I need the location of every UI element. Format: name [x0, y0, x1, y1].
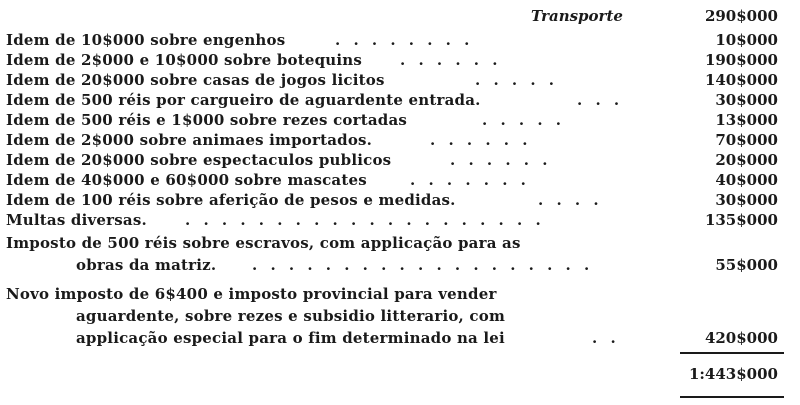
total-value: 1:443$000	[688, 365, 778, 383]
leader-dots: . . . . . .	[430, 131, 532, 149]
novo-text-2: aguardente, sobre rezes e subsidio litterario, com	[76, 307, 506, 325]
transport-label: Transporte	[531, 7, 623, 25]
row-text: Multas diversas.	[6, 211, 147, 229]
row-text: Idem de 500 réis por cargueiro de aguardente entrada.	[6, 91, 481, 109]
row-text: Idem de 2$000 sobre animaes importados.	[6, 131, 373, 149]
row-text: Idem de 10$000 sobre engenhos	[6, 31, 286, 49]
sum-rule	[680, 352, 784, 354]
row-text: Idem de 40$000 e 60$000 sobre mascates	[6, 171, 367, 189]
ledger-row	[0, 50, 800, 70]
leader-dots: . . . . . . .	[410, 171, 530, 189]
ledger-row	[0, 70, 800, 90]
transport-row	[0, 6, 800, 26]
imposto-line-2	[0, 255, 800, 275]
ledger-row	[0, 30, 800, 50]
novo-value: 420$000	[704, 329, 778, 347]
ledger-row	[0, 150, 800, 170]
row-text: Idem de 20$000 sobre espectaculos publicos	[6, 151, 392, 169]
total-row	[0, 364, 800, 384]
row-value: 70$000	[715, 131, 778, 149]
transport-value: 290$000	[704, 7, 778, 25]
row-value: 40$000	[715, 171, 778, 189]
leader-dots: . . . . . . . . . . . . . . . . . . .	[252, 256, 594, 274]
imposto-value: 55$000	[715, 256, 778, 274]
leader-dots: . . . . . . . .	[335, 31, 474, 49]
row-value: 10$000	[715, 31, 778, 49]
leader-dots: . . . . .	[482, 111, 565, 129]
leader-dots: . . .	[577, 91, 624, 109]
leader-dots: . . . . . .	[450, 151, 552, 169]
imposto-line-1	[0, 233, 800, 253]
row-value: 190$000	[704, 51, 778, 69]
ledger-row	[0, 90, 800, 110]
row-value: 140$000	[704, 71, 778, 89]
row-text: Idem de 100 réis sobre aferição de pesos e medidas.	[6, 191, 456, 209]
leader-dots: . . . .	[538, 191, 603, 209]
leader-dots: . . . . .	[475, 71, 558, 89]
leader-dots: . . . . . .	[400, 51, 502, 69]
imposto-text-2: obras da matriz.	[76, 256, 217, 274]
row-text: Idem de 20$000 sobre casas de jogos licitos	[6, 71, 385, 89]
row-value: 13$000	[715, 111, 778, 129]
row-value: 30$000	[715, 191, 778, 209]
ledger-row	[0, 110, 800, 130]
ledger-row	[0, 210, 800, 230]
leader-dots: . .	[592, 329, 620, 347]
novo-line-2	[0, 306, 800, 326]
row-text: Idem de 2$000 e 10$000 sobre botequins	[6, 51, 363, 69]
row-text: Idem de 500 réis e 1$000 sobre rezes cortadas	[6, 111, 408, 129]
leader-dots: . . . . . . . . . . . . . . . . . . . .	[185, 211, 545, 229]
double-rule	[680, 396, 784, 398]
novo-line-1	[0, 284, 800, 304]
novo-text-1: Novo imposto de 6$400 e imposto provincial para vender	[6, 285, 497, 303]
row-value: 30$000	[715, 91, 778, 109]
ledger-row	[0, 170, 800, 190]
row-value: 135$000	[704, 211, 778, 229]
row-value: 20$000	[715, 151, 778, 169]
imposto-text-1: Imposto de 500 réis sobre escravos, com applicação para as	[6, 234, 521, 252]
ledger-row	[0, 190, 800, 210]
novo-text-3: applicação especial para o fim determinado na lei	[76, 329, 505, 347]
ledger-row	[0, 130, 800, 150]
novo-line-3	[0, 328, 800, 348]
